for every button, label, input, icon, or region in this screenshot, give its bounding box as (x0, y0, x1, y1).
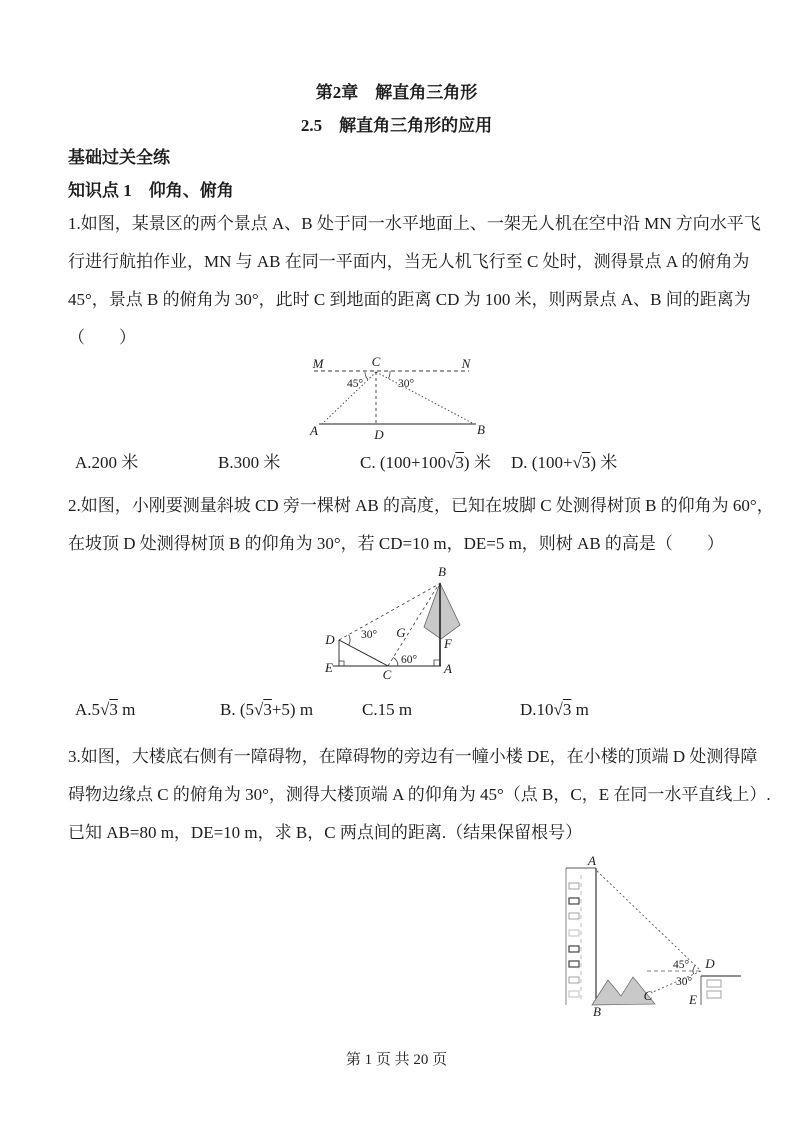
right-angle-mark-e (339, 661, 344, 666)
angle-arc-30 (693, 971, 694, 974)
sightline-CB (376, 372, 474, 424)
question-2-line: 在坡顶 D 处测得树顶 B 的仰角为 30°，若 CD=10 m，DE=5 m，则树 AB 的高是（ ） (68, 534, 724, 553)
point-label-b: B (593, 1004, 601, 1019)
point-label-e: E (325, 660, 333, 675)
angle-arc-60 (393, 658, 398, 667)
point-label-e: E (689, 992, 697, 1007)
window (569, 913, 579, 919)
point-label-c: C (371, 354, 381, 369)
question-2-text (68, 487, 774, 563)
point-label-c: C (382, 667, 392, 682)
question-3-line: 3.如图，大楼底右侧有一障碍物，在障碍物的旁边有一幢小楼 DE，在小楼的顶端 D 处测得障 (68, 747, 758, 766)
question-1-line: 行进行航拍作业，MN 与 AB 在同一平面内，当无人机飞行至 C 处时，测得景点 A 的俯角为 (68, 252, 750, 271)
angle-label-30: 30° (675, 976, 693, 988)
angle-label-30: 30° (360, 629, 378, 641)
point-label-n: N (461, 356, 471, 371)
section-title: 2.5 解直角三角形的应用 (300, 116, 493, 135)
option-a: A.200 米 (75, 453, 139, 472)
right-angle-mark-a (434, 660, 440, 666)
question-2-options (0, 700, 793, 730)
point-label-a: A (588, 853, 596, 868)
angle-label-30: 30° (397, 378, 415, 390)
question-2-diagram (308, 563, 492, 689)
window (569, 946, 579, 952)
point-label-d: D (325, 632, 335, 647)
question-3-line: 碍物边缘点 C 的俯角为 30°，测得大楼顶端 A 的仰角为 45°（点 B，C，E 在同一水平直线上）. (68, 785, 771, 804)
window (569, 898, 579, 904)
point-label-m: M (312, 356, 324, 371)
window (707, 991, 721, 998)
question-1-options (0, 448, 793, 478)
angle-label-60: 60° (400, 654, 418, 666)
question-3-text (68, 738, 771, 852)
point-label-a: A (444, 661, 452, 676)
angle-arc-30 (349, 635, 350, 646)
point-label-c: C (643, 988, 653, 1003)
question-1-line: 45°，景点 B 的俯角为 30°，此时 C 到地面的距离 CD 为 100 米，则两景点 A、B 间的距离为 (68, 290, 751, 309)
tree-foliage (424, 583, 460, 639)
practice-heading: 基础过关全练 (68, 148, 170, 167)
slope-DC (339, 640, 388, 666)
point-label-g: G (396, 625, 406, 640)
point-label-f: F (444, 636, 452, 651)
question-1-line: 1.如图，某景区的两个景点 A、B 处于同一水平地面上、一架无人机在空中沿 MN 方向水平飞 (68, 214, 761, 233)
option-d: D.10√3 m (520, 700, 589, 719)
question-1-diagram (285, 352, 513, 450)
window (569, 977, 579, 983)
question-3-line: 已知 AB=80 m，DE=10 m，求 B，C 两点间的距离.（结果保留根号） (68, 823, 583, 842)
chapter-title: 第2章 解直角三角形 (315, 83, 478, 102)
option-b: B.300 米 (218, 453, 281, 472)
point-label-a: A (310, 423, 318, 438)
angle-label-45: 45° (346, 378, 364, 390)
window (569, 961, 579, 967)
angle-arc-30 (388, 371, 390, 379)
option-c: C.15 m (362, 700, 413, 719)
angle-label-45: 45° (672, 959, 690, 971)
question-1-text (68, 205, 761, 357)
window (569, 930, 579, 936)
point-label-d: D (374, 427, 384, 442)
sightline-DB (339, 584, 439, 640)
question-1-line: （ ） (68, 328, 136, 347)
option-b: B. (5√3+5) m (220, 700, 314, 719)
point-label-b: B (477, 422, 485, 437)
window (569, 883, 579, 889)
question-3-diagram (553, 853, 748, 1023)
window (569, 991, 579, 997)
knowledge-point-heading: 知识点 1 仰角、俯角 (68, 181, 234, 200)
angle-arc-45 (365, 372, 368, 380)
option-c: C. (100+100√3) 米 (360, 453, 491, 472)
point-label-d: D (705, 956, 715, 971)
angle-arc-45 (693, 966, 695, 972)
sightline-AD (597, 871, 700, 970)
question-2-line: 2.如图，小刚要测量斜坡 CD 旁一棵树 AB 的高度，已知在坡脚 C 处测得树顶 B 的仰角为 60°， (68, 496, 774, 515)
page-footer: 第 1 页 共 20 页 (345, 1052, 448, 1068)
option-d: D. (100+√3) 米 (511, 453, 618, 472)
window (707, 980, 721, 987)
point-label-b: B (438, 564, 446, 579)
option-a: A.5√3 m (75, 700, 136, 719)
